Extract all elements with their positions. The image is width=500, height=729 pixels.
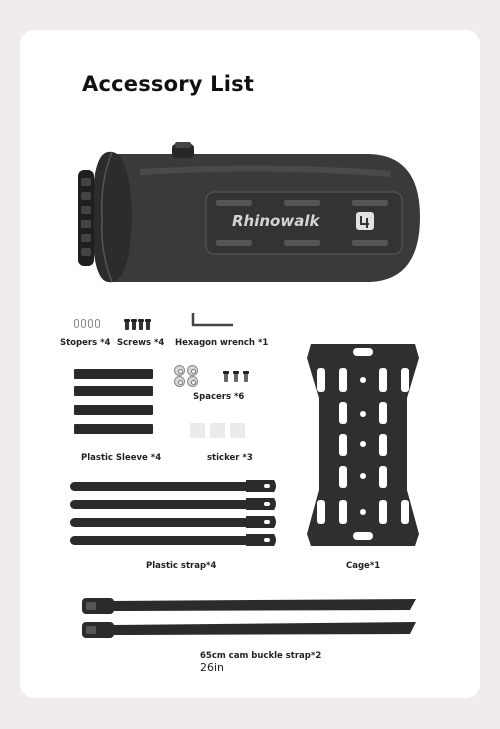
plastic-sleeve-label: Plastic Sleeve *4 — [81, 453, 162, 463]
cam-strap-label: 65cm cam buckle strap*2 — [200, 651, 322, 661]
hex-wrench-label: Hexagon wrench *1 — [175, 338, 269, 348]
plastic-strap-label: Plastic strap*4 — [146, 561, 217, 571]
sticker-label: sticker *3 — [207, 453, 253, 463]
spacers-label: Spacers *6 — [193, 392, 245, 402]
plastic-straps-image — [68, 478, 280, 552]
page-title: Accessory List — [82, 72, 255, 96]
cam-strap-inches: 26in — [200, 661, 225, 674]
brand-logo: Rhinowalk — [232, 212, 320, 230]
cage-image — [303, 340, 425, 550]
cage-label: Cage*1 — [346, 561, 381, 571]
cam-buckle-straps-image — [80, 596, 418, 642]
screws-label: Screws *4 — [117, 338, 165, 348]
stopers-label: Stopers *4 — [60, 338, 111, 348]
hex-wrench-image — [190, 312, 236, 328]
